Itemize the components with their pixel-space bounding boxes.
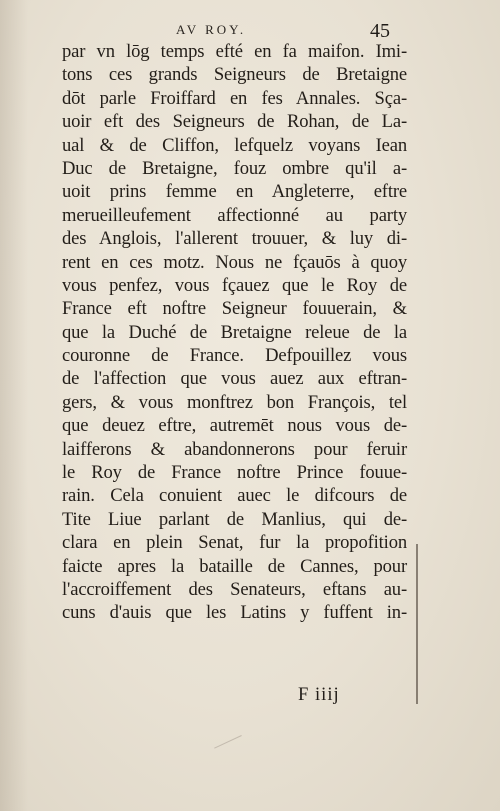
text-line: rain. Cela conuient auec le difcours de — [62, 485, 407, 507]
margin-annotation — [416, 540, 486, 710]
text-line: que deuez eftre, autremēt nous vous de- — [62, 415, 407, 437]
text-line: gers, & vous monftrez bon François, tel — [62, 391, 407, 413]
text-line: faicte apres la bataille de Cannes, pour — [62, 555, 407, 577]
text-line: uoir eft des Seigneurs de Rohan, de La- — [62, 111, 407, 133]
text-line: merueilleufement affectionné au party — [62, 204, 407, 226]
text-line: clara en plein Senat, fur la propofition — [62, 532, 407, 554]
text-line: le Roy de France noftre Prince fouue- — [62, 462, 407, 484]
text-line: tons ces grands Seigneurs de Bretaigne — [62, 64, 407, 86]
text-line: laifferons & abandonnerons pour feruir — [62, 438, 407, 460]
text-line: de l'affection que vous auez aux eftran- — [62, 368, 407, 390]
text-line: couronne de France. Defpouillez vous — [62, 345, 407, 367]
text-line: des Anglois, l'allerent trouuer, & luy di- — [62, 228, 407, 250]
text-line: rent en ces motz. Nous ne fçauōs à quoy — [62, 251, 407, 273]
text-line: France eft noftre Seigneur fouuerain, & — [62, 298, 407, 320]
text-line: vous penfez, vous fçauez que le Roy de — [62, 274, 407, 296]
text-line: ual & de Cliffon, lefquelz voyans Iean — [62, 134, 407, 156]
signature-mark: F iiij — [298, 684, 340, 705]
text-line: Tite Liue parlant de Manlius, qui de- — [62, 508, 407, 530]
text-line: Duc de Bretaigne, fouz ombre qu'il a- — [62, 157, 407, 179]
text-line: cuns d'auis que les Latins y fuffent in- — [62, 602, 407, 624]
text-line: uoit prins femme en Angleterre, eftre — [62, 181, 407, 203]
text-line: l'accroiffement des Senateurs, eftans au- — [62, 578, 407, 600]
ink-show-through — [208, 722, 242, 748]
running-title: AV ROY. — [176, 22, 247, 37]
text-line: par vn lōg temps efté en fa maifon. Imi- — [62, 41, 407, 62]
page-number: 45 — [370, 20, 390, 42]
margin-bracket — [416, 544, 418, 704]
text-line: que la Duché de Bretaigne releue de la — [62, 321, 407, 343]
text-line: dōt parle Froiffard en fes Annales. Sça- — [62, 87, 407, 109]
body-text — [62, 40, 407, 625]
